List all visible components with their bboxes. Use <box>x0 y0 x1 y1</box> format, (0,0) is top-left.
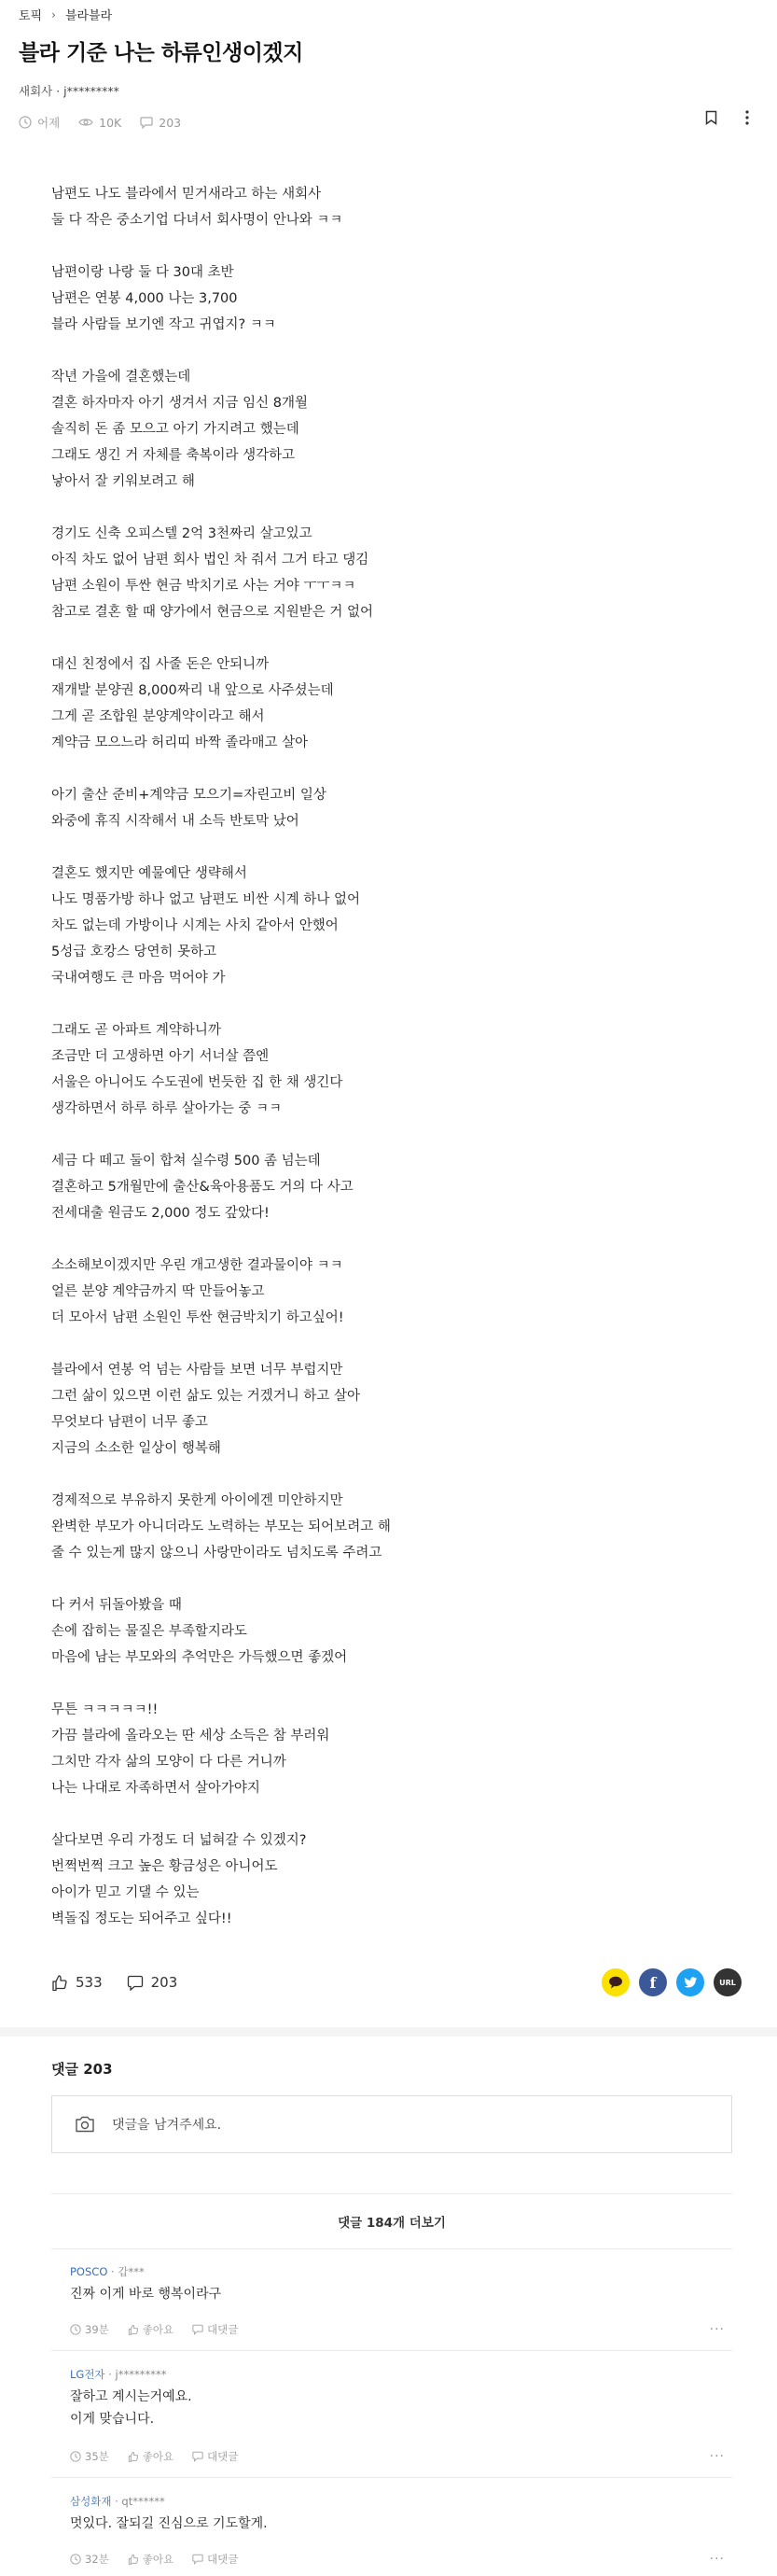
camera-icon[interactable] <box>75 2116 95 2133</box>
clock-icon <box>70 2324 81 2335</box>
comment-company[interactable]: 삼성화재 <box>70 2495 112 2508</box>
reaction-bar <box>51 1967 742 1997</box>
post-title: 블라 기준 나는 하류인생이겠지 <box>19 41 303 65</box>
clock-icon <box>19 116 32 129</box>
post-meta <box>19 114 181 131</box>
post-paragraph: 대신 친정에서 집 사줄 돈은 안되니까 재개발 분양권 8,000짜리 내 앞으로 사주셨는데 그게 곧 조합원 분양계약이라고 해서 계약금 모으느라 허리띠 바짝 졸라매고 살아 <box>51 657 334 750</box>
comment-meta <box>70 2552 238 2567</box>
post-paragraph: 살다보면 우리 가정도 더 넓혀갈 수 있겠지? 번쩍번쩍 크고 높은 황금성은 아니어도 아이가 믿고 기댈 수 있는 벽돌집 정도는 되어주고 싶다!! <box>51 1833 307 1926</box>
post-comments <box>140 116 181 130</box>
comment-meta <box>70 2322 238 2337</box>
more-comments-button[interactable]: 댓글 184개 더보기 <box>51 2193 732 2249</box>
post-paragraph: 남편도 나도 블라에서 믿거새라고 하는 새회사 둘 다 작은 중소기업 다녀서 회사명이 안나와 ㅋㅋ <box>51 187 343 228</box>
comment-like-label: 좋아요 <box>142 2323 174 2336</box>
post-paragraph: 경제적으로 부유하지 못한게 아이에겐 미안하지만 완벽한 부모가 아니더라도 노력하는 부모는 되어보려고 해 줄 수 있는게 많지 않으니 사랑만이라도 넘치도록 주려고 <box>51 1493 391 1561</box>
breadcrumb <box>19 6 112 23</box>
url-copy-button[interactable] <box>714 1968 742 1996</box>
chevron-right-icon: › <box>51 7 56 21</box>
more-horizontal-icon[interactable]: ··· <box>709 2322 725 2337</box>
comment-time <box>70 2449 109 2464</box>
share-buttons <box>602 1968 742 1996</box>
breadcrumb-topic[interactable]: 토픽 <box>19 9 43 23</box>
comment-text: 멋있다. 잘되길 진심으로 기도할게. <box>70 2516 268 2531</box>
post-actions <box>705 110 749 125</box>
comment-time-text: 39분 <box>85 2323 109 2336</box>
post-paragraph: 작년 가을에 결혼했는데 결혼 하자마자 아기 생겨서 지금 임신 8개월 솔직히 돈 좀 모으고 아기 가지려고 했는데 그래도 생긴 거 자체를 축복이라 생각하고 낳아서 잘 키워보려고 해 <box>51 370 308 489</box>
post-paragraph: 다 커서 뒤돌아봤을 때 손에 잡히는 물질은 부족할지라도 마음에 남는 부모와의 추억만은 가득했으면 좋겠어 <box>51 1598 348 1665</box>
comment-reply-label: 대댓글 <box>207 2323 239 2336</box>
comment-like-label: 좋아요 <box>142 2450 174 2463</box>
comment-time-text: 32분 <box>85 2553 109 2566</box>
comment-reply-label: 대댓글 <box>207 2450 239 2463</box>
post-views <box>78 116 121 130</box>
eye-icon <box>78 117 93 128</box>
comment-reply-button[interactable] <box>192 2552 238 2567</box>
comment-count: 203 <box>150 1974 178 1991</box>
comment-icon <box>192 2554 203 2565</box>
post-time-text: 어제 <box>37 116 61 130</box>
comment-time <box>70 2322 109 2337</box>
post-paragraph: 아기 출산 준비+계약금 모으기=자린고비 일상 와중에 휴직 시작해서 내 소득 반토막 났어 <box>51 788 326 829</box>
comments-title: 댓글 203 <box>51 2061 113 2078</box>
post-paragraph: 세금 다 떼고 둘이 합쳐 실수령 500 좀 넘는데 결혼하고 5개월만에 출산&육아용품도 거의 다 사고 전세대출 원금도 2,000 정도 갚았다! <box>51 1154 354 1221</box>
comment-count-button[interactable] <box>127 1974 178 1991</box>
comment-nickname: · 갑*** <box>107 2265 145 2278</box>
post-comments-text: 203 <box>159 115 182 130</box>
thumbs-up-icon <box>51 1974 68 1991</box>
comment-icon <box>140 117 153 129</box>
facebook-icon: f <box>649 1973 657 1992</box>
more-horizontal-icon[interactable]: ··· <box>709 2449 725 2464</box>
like-button[interactable] <box>51 1974 103 1991</box>
post-views-text: 10K <box>99 115 122 130</box>
comment-text: 잘하고 계시는거예요. 이게 맞습니다. <box>70 2389 192 2427</box>
post-paragraph: 그래도 곧 아파트 계약하니까 조금만 더 고생하면 아기 서너살 쯤엔 서울은 아니어도 수도권에 번듯한 집 한 채 생긴다 생각하면서 하루 하루 살아가는 중 ㅋㅋ <box>51 1023 343 1116</box>
more-horizontal-icon[interactable]: ··· <box>709 2552 725 2567</box>
comment-author <box>70 2367 166 2382</box>
comment-author <box>70 2264 145 2279</box>
twitter-share-button[interactable] <box>676 1968 704 1996</box>
post-time <box>19 114 60 131</box>
facebook-share-button[interactable] <box>639 1968 667 1996</box>
comment-item <box>51 2350 732 2478</box>
breadcrumb-board[interactable]: 블라블라 <box>64 9 113 23</box>
comment-company[interactable]: POSCO <box>70 2265 108 2278</box>
comment-icon <box>127 1975 144 1991</box>
thumbs-up-icon <box>128 2554 139 2565</box>
post-author: 새회사 · j********* <box>19 84 119 98</box>
comment-like-button[interactable] <box>128 2322 173 2337</box>
clock-icon <box>70 2554 81 2565</box>
comment-reply-button[interactable] <box>192 2449 238 2464</box>
reaction-counts <box>51 1974 177 1991</box>
comment-like-label: 좋아요 <box>142 2553 174 2566</box>
kakao-icon <box>608 1976 623 1989</box>
comment-item <box>51 2247 732 2351</box>
post-paragraph: 무튼 ㅋㅋㅋㅋㅋ!! 가끔 블라에 올라오는 딴 세상 소득은 참 부러워 그치만 각자 삶의 모양이 다 다른 거니까 나는 나대로 자족하면서 살아가야지 <box>51 1702 330 1796</box>
comment-nickname: · j********* <box>104 2368 167 2381</box>
comment-icon <box>192 2324 203 2335</box>
comment-text: 진짜 이게 바로 행복이라구 <box>70 2287 222 2302</box>
comment-like-button[interactable] <box>128 2449 173 2464</box>
post-body <box>51 181 732 1958</box>
comment-input[interactable] <box>51 2095 732 2153</box>
comment-time <box>70 2552 109 2567</box>
twitter-icon <box>684 1977 698 1989</box>
comment-item <box>51 2477 732 2576</box>
thumbs-up-icon <box>128 2451 139 2462</box>
bookmark-icon[interactable] <box>705 110 717 125</box>
url-label: URL <box>719 1978 736 1987</box>
comment-input-placeholder: 댓글을 남겨주세요. <box>112 2118 222 2133</box>
comment-nickname: · qt****** <box>111 2495 165 2508</box>
post-paragraph: 블라에서 연봉 억 넘는 사람들 보면 너무 부럽지만 그런 삶이 있으면 이런 삶도 있는 거겠거니 하고 살아 무엇보다 남편이 너무 좋고 지금의 소소한 일상이 행복해 <box>51 1363 361 1456</box>
more-vertical-icon[interactable] <box>745 110 749 125</box>
post-paragraph: 결혼도 했지만 예물예단 생략해서 나도 명품가방 하나 없고 남편도 비싼 시계 하나 없어 차도 없는데 가방이나 시계는 사치 같아서 안했어 5성급 호캉스 당연히 못하고 국내여행도 큰 마음 먹어야 가 <box>51 866 361 986</box>
comment-reply-label: 대댓글 <box>207 2553 239 2566</box>
comment-company[interactable]: LG전자 <box>70 2368 105 2381</box>
section-divider <box>0 2027 777 2037</box>
comment-time-text: 35분 <box>85 2450 109 2463</box>
comment-reply-button[interactable] <box>192 2322 238 2337</box>
post-paragraph: 경기도 신축 오피스텔 2억 3천짜리 살고있고 아직 차도 없어 남편 회사 법인 차 줘서 그거 타고 댕김 남편 소원이 투싼 현금 박치기로 사는 거야 ㅜㅜㅋㅋ 참고로 결혼 할 때 양가에서 현금으로 지원받은 거 없어 <box>51 526 374 620</box>
post-paragraph: 소소해보이겠지만 우린 개고생한 결과물이야 ㅋㅋ 얼른 분양 계약금까지 딱 만들어놓고 더 모아서 남편 소원인 투싼 현금박치기 하고싶어! <box>51 1258 344 1325</box>
clock-icon <box>70 2451 81 2462</box>
thumbs-up-icon <box>128 2324 139 2335</box>
comment-author <box>70 2494 165 2509</box>
comment-like-button[interactable] <box>128 2552 173 2567</box>
post-paragraph: 남편이랑 나랑 둘 다 30대 초반 남편은 연봉 4,000 나는 3,700 블라 사람들 보기엔 작고 귀엽지? ㅋㅋ <box>51 265 276 332</box>
like-count: 533 <box>76 1974 103 1991</box>
comment-meta <box>70 2449 238 2464</box>
comment-icon <box>192 2451 203 2462</box>
kakao-share-button[interactable] <box>602 1968 630 1996</box>
